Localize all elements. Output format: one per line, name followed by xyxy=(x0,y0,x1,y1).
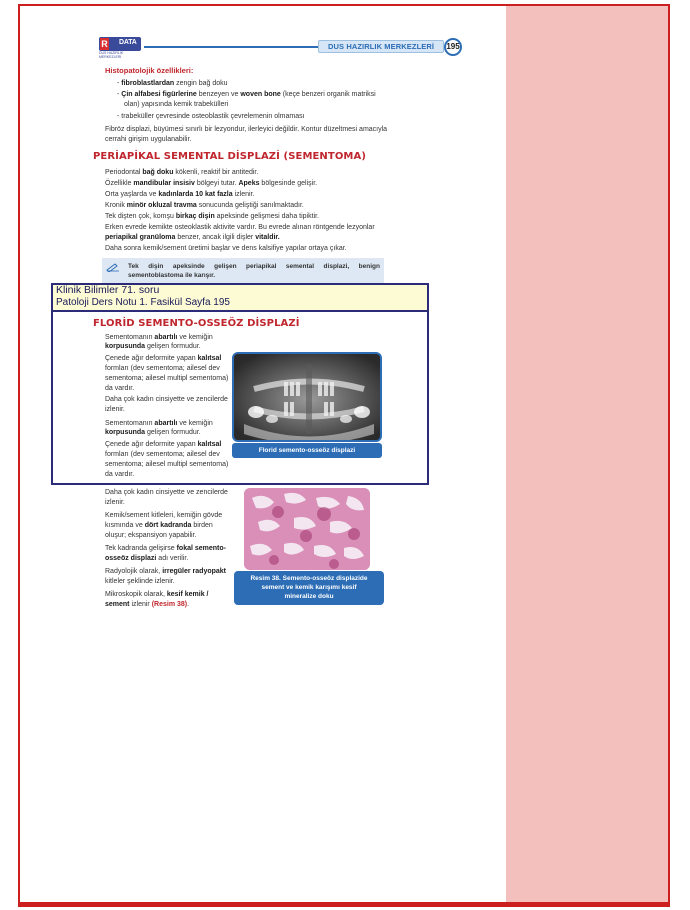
reference-line-2: Patoloji Ders Notu 1. Fasikül Sayfa 195 xyxy=(56,297,230,308)
publisher-logo xyxy=(99,37,141,57)
florid-text: oluşur; ekspansiyon yapabilir. xyxy=(105,532,197,539)
histology-caption-line-1: Resim 38. Semento-osseöz displazide xyxy=(250,575,368,582)
periapical-line-7: periapikal granüloma benzer, ancak ilgili dişler vitaldir. xyxy=(105,234,280,241)
reference-line-1: Klinik Bilimler 71. soru xyxy=(56,284,160,296)
histo-paragraph-line-2: cerrahi girişim uygulanabilir. xyxy=(105,136,192,143)
panoramic-xray-image xyxy=(232,352,382,442)
periapical-line-3: Orta yaşlarda ve kadınlarda 10 kat fazla izlenir. xyxy=(105,191,255,198)
logo-subtext: DUS HAZIRLIK MERKEZLERİ xyxy=(99,51,124,59)
logo-letter: R xyxy=(101,39,108,49)
histo-heading: Histopatolojik özellikleri: xyxy=(105,66,194,75)
florid-text: kitleler şeklinde izlenir. xyxy=(105,578,175,585)
florid-text-repeat: da vardır. xyxy=(105,471,135,478)
florid-text: sement izlenir (Resim 38). xyxy=(105,601,190,608)
header-title: DUS HAZIRLIK MERKEZLERİ xyxy=(328,42,435,51)
periapical-line-6: Erken evrede kemikte osteoklastik aktivite vardır. Bu evrede alınan röntgende lezyonlar xyxy=(105,224,375,231)
histo-bullet-3: - trabeküller çevresinde osteoblastik çevrelemenin olmaması xyxy=(117,113,305,120)
histology-caption xyxy=(234,571,384,605)
florid-heading: FLORİD SEMENTO-OSSEÖZ DİSPLAZİ xyxy=(93,318,300,329)
florid-text: da vardır. xyxy=(105,385,135,392)
pen-icon xyxy=(106,262,120,272)
florid-text: kısmında ve dört kadranda birden xyxy=(105,522,213,529)
histo-paragraph-line-1: Fibröz displazi, büyümesi sınırlı bir lezyondur, ilerleyici değildir. Kontur düzeltmesi amacıyla xyxy=(105,126,388,133)
periapical-line-4: Kronik minör okluzal travma sonucunda geliştiği sanılmaktadır. xyxy=(105,202,304,209)
periapical-heading: PERİAPİKAL SEMENTAL DİSPLAZİ (SEMENTOMA) xyxy=(93,151,366,162)
florid-text-repeat: korpusunda gelişen formudur. xyxy=(105,429,201,436)
periapical-line-5: Tek dişten çok, komşu birkaç dişin apeksinde gelişmesi daha tipiktir. xyxy=(105,213,319,220)
histology-caption-line-3: mineralize doku xyxy=(284,593,334,600)
periapical-line-2: Özellikle mandibular insisiv bölgeyi tutar. Apeks bölgesinde gelişir. xyxy=(105,180,318,187)
florid-text: formları (dev sementoma; ailesel dev xyxy=(105,365,220,372)
logo-text: DATA xyxy=(119,39,137,46)
header-rule xyxy=(144,46,318,48)
florid-text: Kemik/sement kitleleri, kemiğin gövde xyxy=(105,512,223,519)
florid-text: korpusunda gelişen formudur. xyxy=(105,343,201,350)
florid-text-repeat: Çenede ağır deformite yapan kalıtsal xyxy=(105,441,222,448)
florid-text: Radyolojik olarak, irregüler radyopakt xyxy=(105,568,227,575)
histo-bullet-2-cont: olan) yapısında kemik trabekülleri xyxy=(124,101,229,108)
florid-text: osseöz displazi adı verilir. xyxy=(105,555,189,562)
histo-bullet-1: - fibroblastlardan zengin bağ doku xyxy=(117,80,228,87)
bottom-bar xyxy=(18,902,670,907)
florid-text: Daha çok kadın cinsiyette ve zencilerde xyxy=(105,396,228,403)
note-text: Tek dişin apeksinde gelişen periapikal semental displazi, benign sementoblastoma ile karışır. xyxy=(128,263,380,279)
histology-caption-line-2: sement ve kemik karışımı kesif xyxy=(261,584,357,591)
histo-bullet-2: - Çin alfabesi figürlerine benzeyen ve woven bone (keçe benzeri organik matriksi xyxy=(117,91,376,98)
histology-image xyxy=(244,488,370,570)
florid-text: Sementomanın abartılı ve kemiğin xyxy=(105,334,213,341)
florid-text-repeat: formları (dev sementoma; ailesel dev xyxy=(105,451,220,458)
florid-text-repeat: Sementomanın abartılı ve kemiğin xyxy=(105,420,213,427)
florid-text: Daha çok kadın cinsiyette ve zencilerde xyxy=(105,489,228,496)
florid-text: Tek kadranda gelişirse fokal semento- xyxy=(105,545,226,552)
florid-text: izlenir. xyxy=(105,406,125,413)
florid-text: Mikroskopik olarak, kesif kemik / xyxy=(105,591,209,598)
florid-text: sementoma; ailesel multipl sementoma) xyxy=(105,375,229,382)
periapical-line-1: Periodontal bağ doku kökenli, reaktif bir antitedir. xyxy=(105,169,259,176)
page-number: 195 xyxy=(444,38,462,56)
florid-text-repeat: sementoma; ailesel multipl sementoma) xyxy=(105,461,229,468)
florid-text: Çenede ağır deformite yapan kalıtsal xyxy=(105,355,222,362)
xray-caption: Florid semento-osseöz displazi xyxy=(232,443,382,458)
periapical-line-8: Daha sonra kemik/sement üretimi başlar ve dens kalsifiye yapılar ortaya çıkar. xyxy=(105,245,347,252)
florid-text: izlenir. xyxy=(105,499,125,506)
